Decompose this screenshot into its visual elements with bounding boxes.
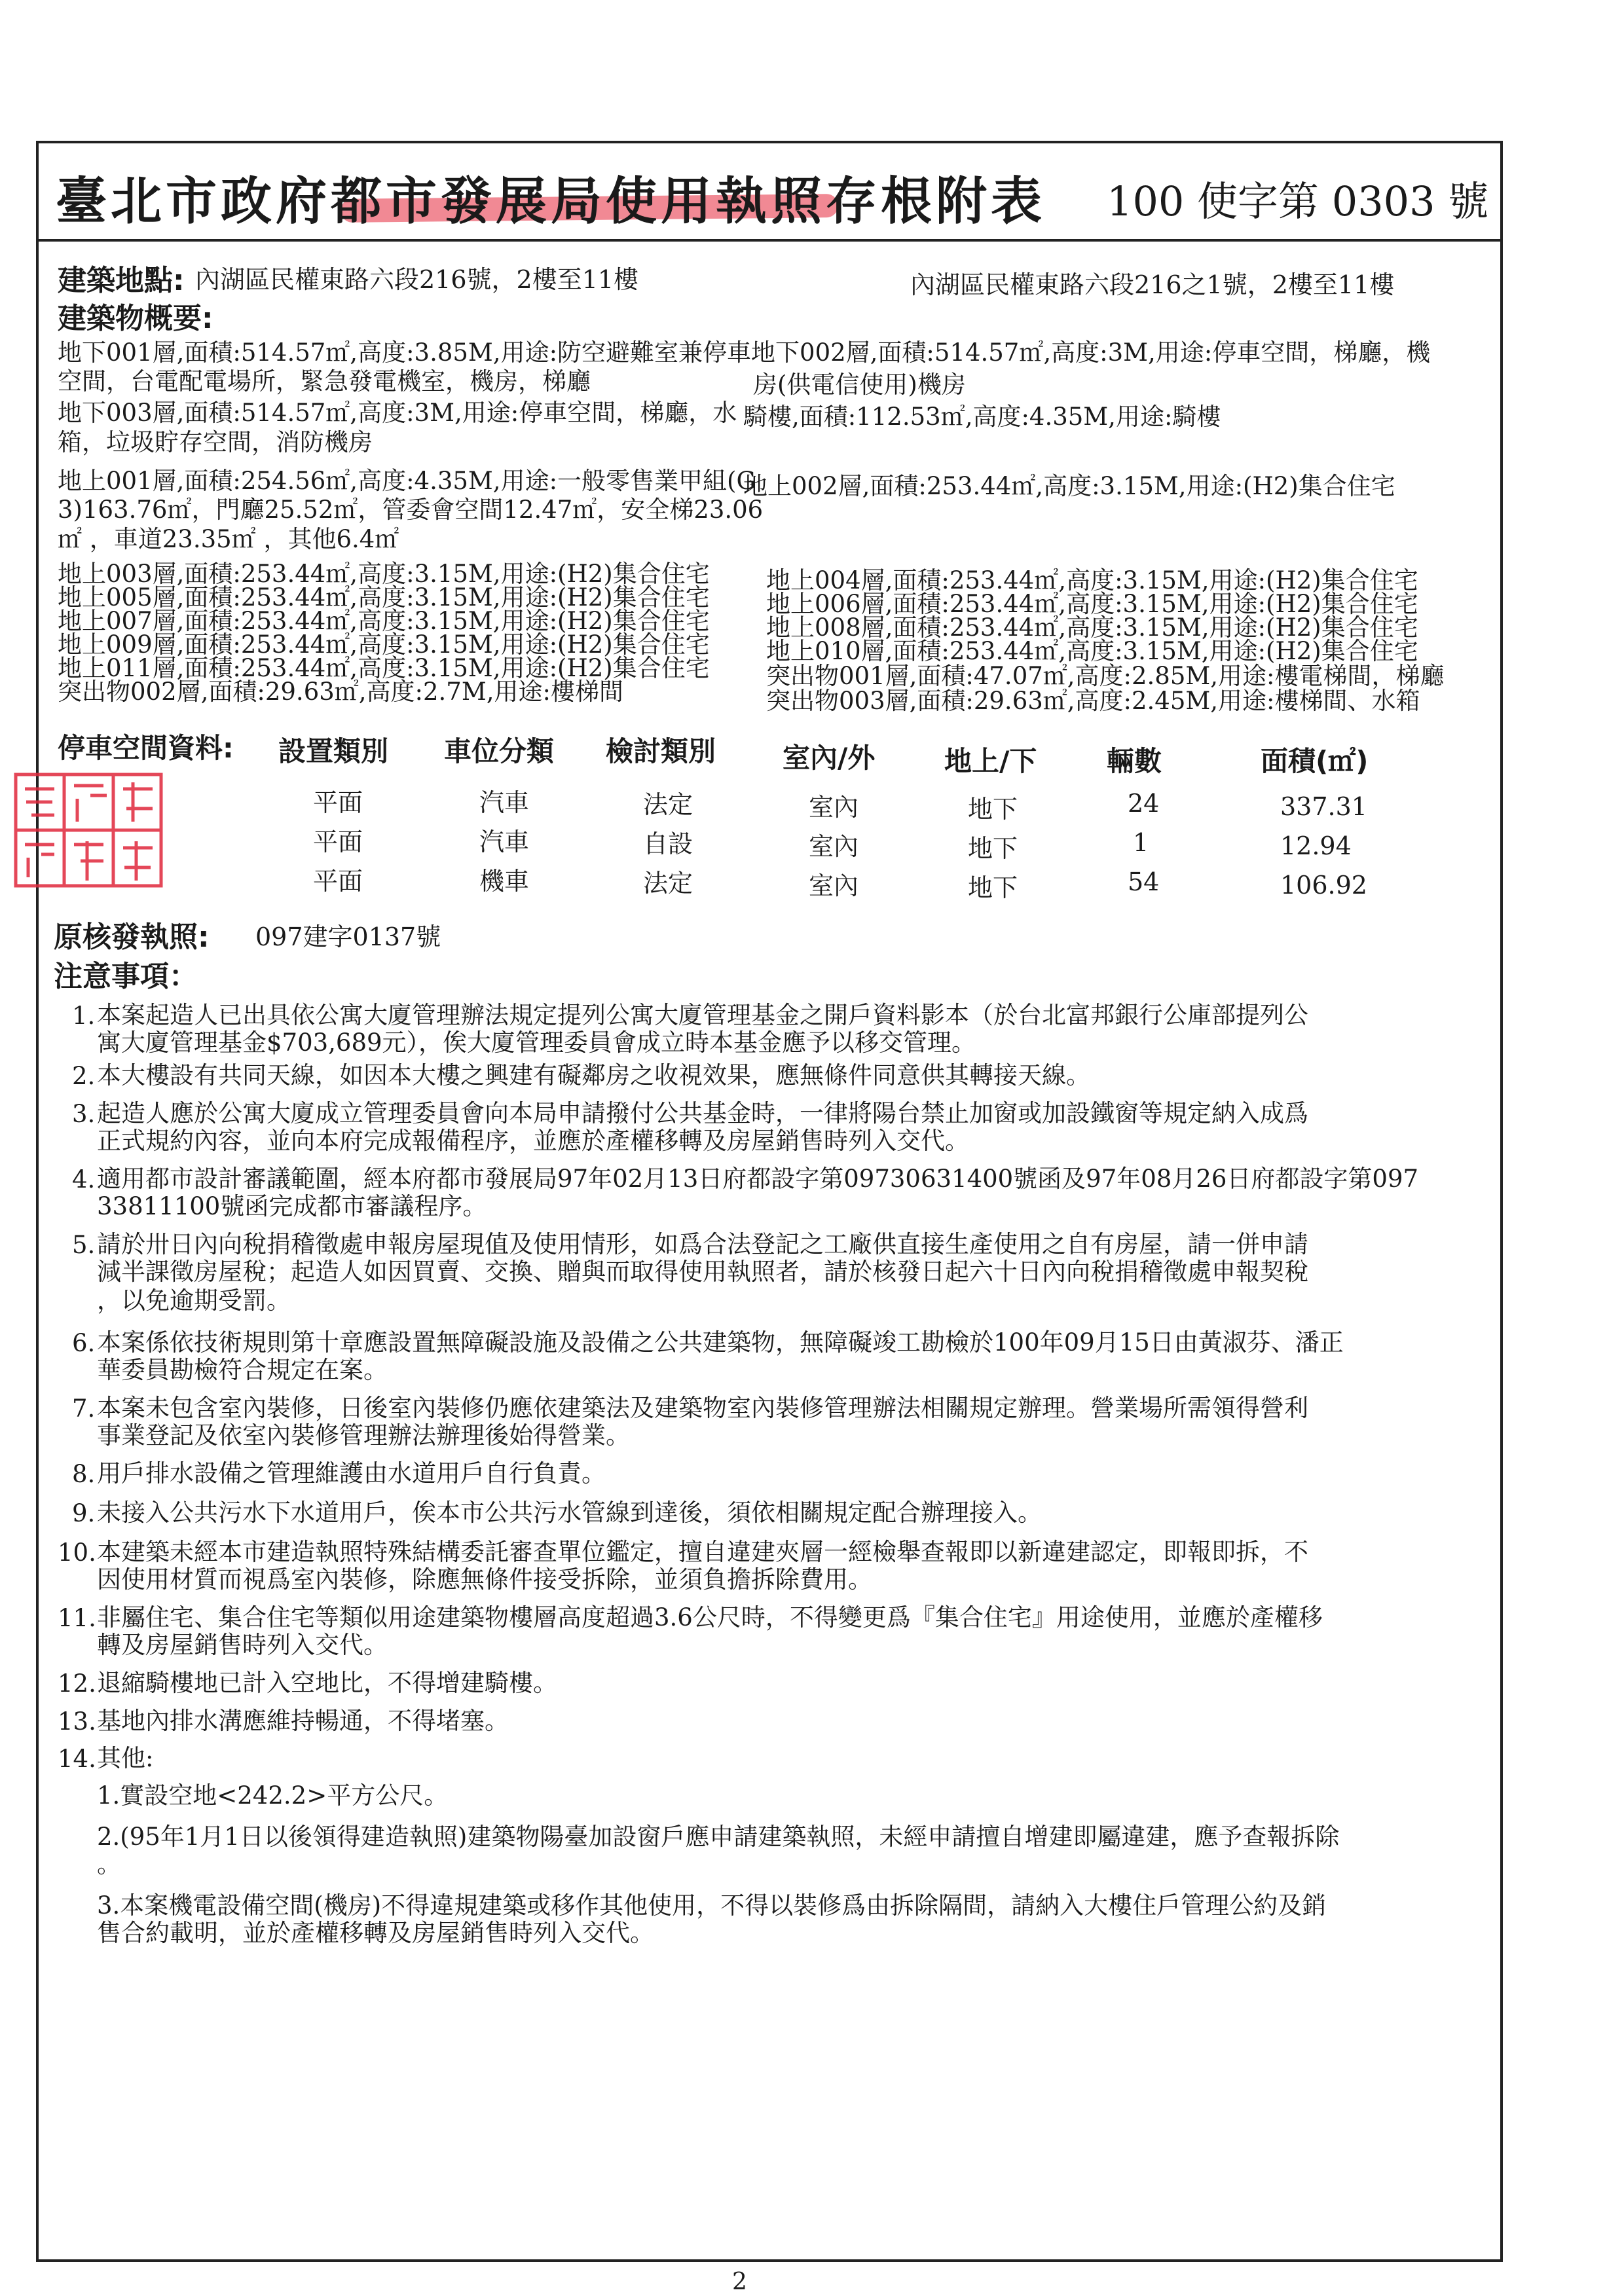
parking-cell: 平面 (313, 828, 363, 856)
floor-left: 地上011層,面積:253.44㎡,高度:3.15M,用途:(H2)集合住宅 (58, 654, 710, 682)
note-line: 其他: (97, 1744, 154, 1772)
parking-cell: 地下 (968, 873, 1018, 902)
parking-cell: 1 (1133, 828, 1149, 857)
note-line: 事業登記及依室內裝修管理辦法辦理後始得營業。 (97, 1421, 630, 1449)
parking-cell: 平面 (313, 867, 363, 896)
sub-note-line: 2.(95年1月1日以後領得建造執照)建築物陽臺加設窗戶應申請建築執照，未經申請擅自增建即屬違建，應予查報拆除 (97, 1823, 1340, 1851)
document-title: 臺北市政府都市發展局使用執照存根附表 (56, 172, 1046, 231)
note-number: 12. (58, 1669, 96, 1698)
note-line: 寓大廈管理基金$703,689元），俟大廈管理委員會成立時本基金應予以移交管理。 (97, 1029, 976, 1057)
floor-right: 突出物001層,面積:47.07㎡,高度:2.85M,用途:樓電梯間，梯廳 (766, 662, 1445, 690)
permit-number: 100 使字第 0303 號 (1107, 177, 1489, 225)
sub-note-line: 。 (97, 1850, 121, 1878)
floor-right: 地上004層,面積:253.44㎡,高度:3.15M,用途:(H2)集合住宅 (766, 566, 1418, 594)
parking-cell: 106.92 (1280, 871, 1367, 900)
parking-cell: 自設 (643, 829, 693, 858)
floor-left: 地上005層,面積:253.44㎡,高度:3.15M,用途:(H2)集合住宅 (58, 583, 710, 611)
note-number: 5. (72, 1231, 96, 1259)
note-number: 14. (58, 1745, 96, 1773)
parking-cell: 汽車 (479, 788, 530, 817)
notes-label: 注意事項： (54, 960, 198, 993)
note-line: 本大樓設有共同天線，如因本大樓之興建有礙鄰房之收視效果，應無條件同意供其轉接天線。 (97, 1061, 1090, 1089)
note-number: 6. (72, 1329, 96, 1357)
note-number: 4. (72, 1165, 96, 1194)
note-number: 11. (58, 1604, 96, 1632)
note-number: 2. (72, 1062, 96, 1090)
parking-cell: 地下 (968, 795, 1018, 824)
note-line: 本案係依技術規則第十章應設置無障礙設施及設備之公共建築物，無障礙竣工勘檢於100年09月15日由黃淑芬、潘正 (97, 1328, 1344, 1357)
note-line: 本建築未經本市建造執照特殊結構委託審查單位鑑定，擅自違建夾層一經檢舉查報即以新違建認定，即報即拆，不 (97, 1538, 1308, 1566)
parking-header: 面積(㎡) (1261, 745, 1369, 777)
note-line: 轉及房屋銷售時列入交代。 (97, 1631, 388, 1659)
parking-header: 設置類別 (278, 735, 389, 767)
note-number: 7. (72, 1394, 96, 1423)
floor-left: 地上007層,面積:253.44㎡,高度:3.15M,用途:(H2)集合住宅 (58, 607, 710, 635)
original-permit-value: 097建字0137號 (255, 922, 441, 951)
parking-cell: 汽車 (479, 828, 530, 856)
note-number: 3. (72, 1100, 96, 1128)
parking-header: 輛數 (1107, 745, 1162, 777)
overview-label: 建築物概要: (58, 302, 213, 335)
floor-left: 地上009層,面積:253.44㎡,高度:3.15M,用途:(H2)集合住宅 (58, 630, 710, 659)
note-line: 33811100號函完成都市審議程序。 (97, 1192, 487, 1220)
floor-right: 地上008層,面積:253.44㎡,高度:3.15M,用途:(H2)集合住宅 (766, 613, 1418, 642)
floor-right: 地上006層,面積:253.44㎡,高度:3.15M,用途:(H2)集合住宅 (766, 590, 1418, 618)
note-line: ，以免逾期受罰。 (97, 1286, 291, 1315)
overview-line: 地上001層,面積:254.56㎡,高度:4.35M,用途:一般零售業甲組(G (58, 467, 756, 495)
overview-line: 地下003層,面積:514.57㎡,高度:3M,用途:停車空間，梯廳，水 (58, 399, 737, 427)
parking-header: 檢討類別 (606, 735, 716, 767)
note-line: 基地內排水溝應維持暢通，不得堵塞。 (97, 1707, 509, 1735)
parking-cell: 地下 (968, 834, 1018, 863)
location-label: 建築地點: (58, 264, 185, 297)
overview-line: 3)163.76㎡，門廳25.52㎡，管委會空間12.47㎡，安全梯23.06 (58, 496, 764, 524)
note-line: 未接入公共污水下水道用戶，俟本市公共污水管線到達後，須依相關規定配合辦理接入。 (97, 1499, 1042, 1527)
note-line: 非屬住宅、集合住宅等類似用途建築物樓層高度超過3.6公尺時，不得變更爲『集合住宅』用途使用，並應於產權移 (97, 1603, 1323, 1631)
note-line: 退縮騎樓地已計入空地比，不得增建騎樓。 (97, 1669, 557, 1697)
overview-line: 騎樓,面積:112.53㎡,高度:4.35M,用途:騎樓 (743, 403, 1221, 431)
note-line: 用戶排水設備之管理維護由水道用戶自行負責。 (97, 1459, 606, 1487)
parking-cell: 54 (1128, 867, 1160, 896)
note-number: 9. (72, 1499, 96, 1527)
overview-line: 箱，垃圾貯存空間，消防機房 (58, 428, 373, 456)
parking-cell: 12.94 (1280, 831, 1352, 860)
note-line: 適用都市設計審議範圍，經本府都市發展局97年02月13日府都設字第09730631400號函及97年08月26日府都設字第097 (97, 1165, 1419, 1193)
parking-cell: 24 (1128, 789, 1160, 818)
parking-cell: 機車 (479, 867, 530, 896)
note-line: 華委員勘檢符合規定在案。 (97, 1356, 388, 1384)
parking-cell: 法定 (643, 869, 693, 898)
note-number: 8. (72, 1460, 96, 1488)
overview-line: ㎡ ，車道23.35㎡ ，其他6.4㎡ (58, 525, 399, 553)
parking-cell: 室內 (809, 793, 859, 822)
parking-cell: 法定 (643, 790, 693, 819)
parking-cell: 室內 (809, 871, 859, 900)
overview-line: 房(供電信使用)機房 (753, 371, 966, 399)
overview-line: 地下001層,面積:514.57㎡,高度:3.85M,用途:防空避難室兼停車地下002層,面積:514.57㎡,高度:3M,用途:停車空間，梯廳，機 (58, 338, 1431, 367)
parking-label: 停車空間資料: (58, 732, 234, 764)
note-number: 10. (58, 1539, 96, 1567)
note-line: 本案起造人已出具依公寓大廈管理辦法規定提列公寓大廈管理基金之開戶資料影本（於台北富邦銀行公庫部提列公 (97, 1001, 1308, 1029)
sub-note-line: 售合約載明，並於產權移轉及房屋銷售時列入交代。 (97, 1919, 654, 1947)
page-number: 2 (732, 2269, 747, 2295)
location-address-2: 內湖區民權東路六段216之1號，2樓至11樓 (910, 270, 1395, 299)
sub-note-line: 3.本案機電設備空間(機房)不得違規建築或移作其他使用，不得以裝修爲由拆除隔間，請納入大樓住戶管理公約及銷 (97, 1891, 1327, 1920)
floor-left: 突出物002層,面積:29.63㎡,高度:2.7M,用途:樓梯間 (58, 678, 623, 706)
overview-line: 地上002層,面積:253.44㎡,高度:3.15M,用途:(H2)集合住宅 (743, 472, 1395, 500)
parking-cell: 室內 (809, 832, 859, 861)
note-line: 本案未包含室內裝修，日後室內裝修仍應依建築法及建築物室內裝修管理辦法相關規定辦理。營業場所需領得營利 (97, 1394, 1308, 1422)
floor-right: 地上010層,面積:253.44㎡,高度:3.15M,用途:(H2)集合住宅 (766, 637, 1418, 665)
parking-header: 室內/外 (783, 742, 876, 774)
floor-right: 突出物003層,面積:29.63㎡,高度:2.45M,用途:樓梯間、水箱 (766, 687, 1420, 715)
original-permit-label: 原核發執照: (54, 920, 210, 954)
parking-cell: 平面 (313, 788, 363, 817)
note-line: 減半課徵房屋稅；起造人如因買賣、交換、贈與而取得使用執照者，請於核發日起六十日內向稅捐稽徵處申報契稅 (97, 1258, 1308, 1286)
note-number: 13. (58, 1707, 96, 1736)
note-line: 請於卅日內向稅捐稽徵處申報房屋現值及使用情形，如爲合法登記之工廠供直接生產使用之自有房屋，請一併申請 (97, 1230, 1308, 1258)
location-address-1: 內湖區民權東路六段216號，2樓至11樓 (195, 265, 639, 294)
sub-note-line: 1.實設空地<242.2>平方公尺。 (97, 1781, 449, 1810)
header-divider (36, 239, 1503, 242)
parking-header: 地上/下 (944, 745, 1037, 777)
floor-left: 地上003層,面積:253.44㎡,高度:3.15M,用途:(H2)集合住宅 (58, 560, 710, 588)
overview-line: 空間，台電配電場所，緊急發電機室，機房，梯廳 (58, 367, 591, 395)
parking-cell: 337.31 (1280, 792, 1367, 821)
note-line: 起造人應於公寓大廈成立管理委員會向本局申請撥付公共基金時，一律將陽台禁止加窗或加設鐵窗等規定納入成爲 (97, 1099, 1308, 1127)
parking-header: 車位分類 (444, 735, 555, 767)
official-seal-icon (12, 769, 166, 890)
note-line: 正式規約內容，並向本府完成報備程序，並應於產權移轉及房屋銷售時列入交代。 (97, 1127, 969, 1155)
note-line: 因使用材質而視爲室內裝修，除應無條件接受拆除，並須負擔拆除費用。 (97, 1565, 872, 1594)
note-number: 1. (72, 1002, 96, 1030)
